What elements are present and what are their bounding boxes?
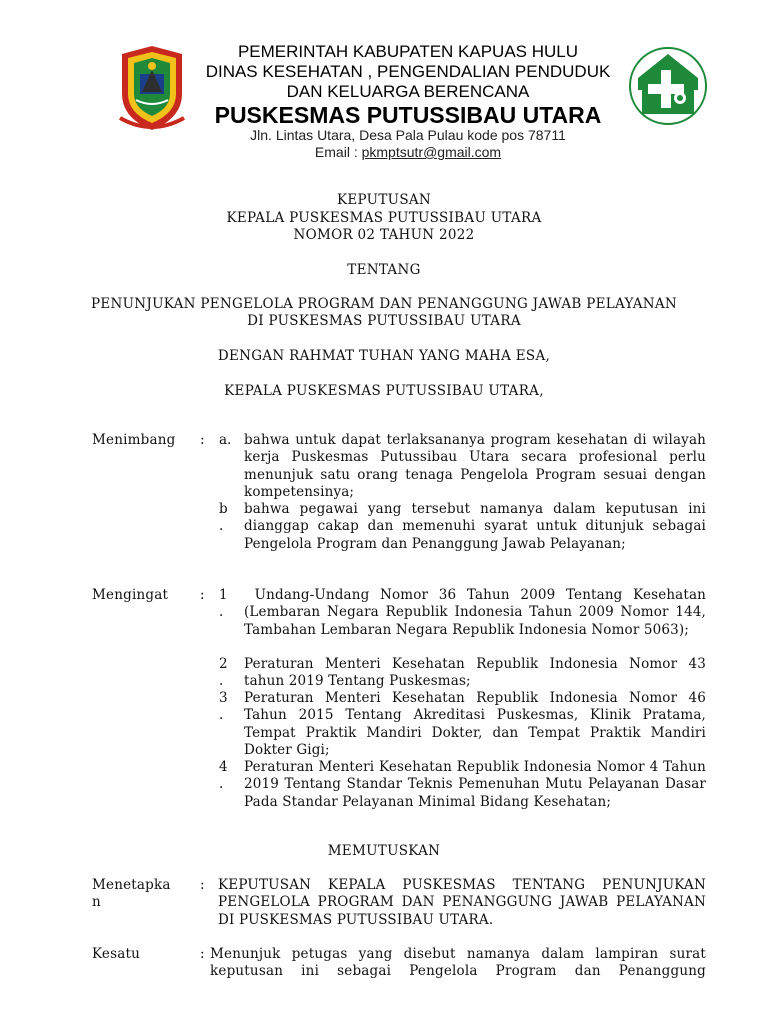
puskesmas-logo-icon: [628, 46, 708, 126]
menimbang-colon: :: [200, 432, 205, 448]
menetapkan-label: Menetapka: [92, 877, 171, 893]
letterhead: [0, 0, 768, 165]
government-name: PEMERINTAH KABUPATEN KAPUAS HULU: [237, 42, 579, 61]
decree-number: NOMOR 02 TAHUN 2022: [293, 227, 475, 243]
agency-name-cont: DAN KELUARGA BERENCANA: [286, 82, 530, 101]
email-label: Email :: [314, 144, 362, 160]
decree-title: KEPUTUSAN: [336, 192, 432, 208]
mengingat-item-4: Peraturan Menteri Kesehatan Republik Indonesia Nomor 4 Tahun 2019 Tentang Standar Teknis Pemenuhan Mutu Pelayanan Dasar Pada Standar Pelayanan Minimal Bidang Kesehatan;: [244, 759, 706, 810]
menetapkan-colon: :: [200, 877, 205, 893]
menimbang-item-a: bahwa untuk dapat terlaksananya program kesehatan di wilayah kerja Puskesmas Putussibau Utara secara profesional perlu menunjuk satu orang tenaga Pengelola Program sesuai dengan kompetensinya;: [244, 432, 706, 500]
about-heading: TENTANG: [347, 262, 421, 278]
kesatu-colon: :: [200, 946, 205, 962]
mengingat-label: Mengingat: [92, 587, 169, 603]
mengingat-marker-2: 2: [219, 656, 228, 672]
official-title: KEPALA PUSKESMAS PUTUSSIBAU UTARA,: [224, 383, 544, 399]
mengingat-item-1: Undang-Undang Nomor 36 Tahun 2009 Tentang Kesehatan (Lembaran Negara Republik Indonesia Tahun 2009 Nomor 144, Tambahan Lembaran Negara Republik Indonesia Nomor 5063);: [244, 587, 711, 638]
menimbang-marker-a: a.: [219, 432, 232, 448]
mengingat-marker-2-dot: .: [219, 673, 224, 689]
menimbang-label: Menimbang: [92, 432, 176, 448]
blessing: DENGAN RAHMAT TUHAN YANG MAHA ESA,: [217, 348, 551, 364]
agency-name: DINAS KESEHATAN , PENGENDALIAN PENDUDUK: [205, 62, 611, 81]
mengingat-item-3: Peraturan Menteri Kesehatan Republik Indonesia Nomor 46 Tahun 2015 Tentang Akreditasi Puskesmas, Klinik Pratama, Tempat Praktik Mandiri Dokter, dan Tempat Praktik Mandiri Dokter Gigi;: [244, 690, 706, 758]
decision-heading: MEMUTUSKAN: [327, 843, 441, 859]
menimbang-marker-b: b: [219, 501, 228, 517]
menimbang-item-b: bahwa pegawai yang tersebut namanya dalam keputusan ini dianggap cakap dan memenuhi syarat untuk ditunjuk sebagai Pengelola Program dan Penanggung Jawab Pelayanan;: [244, 501, 706, 552]
mengingat-marker-4: 4: [219, 759, 228, 775]
mengingat-marker-1: 1: [219, 587, 228, 603]
menetapkan-label-cont: n: [92, 894, 101, 910]
kesatu-label: Kesatu: [92, 946, 141, 962]
mengingat-item-2: Peraturan Menteri Kesehatan Republik Indonesia Nomor 43 tahun 2019 Tentang Puskesmas;: [244, 656, 706, 690]
mengingat-marker-3-dot: .: [219, 707, 224, 723]
mengingat-colon: :: [200, 587, 205, 603]
mengingat-marker-1-dot: .: [219, 604, 224, 620]
menetapkan-text: KEPUTUSAN KEPALA PUSKESMAS TENTANG PENUNJUKAN PENGELOLA PROGRAM DAN PENANGGUNG JAWAB PELAYANAN DI PUSKESMAS PUTUSSIBAU UTARA.: [218, 877, 706, 928]
regency-emblem-icon: [116, 44, 188, 132]
kesatu-text: Menunjuk petugas yang disebut namanya dalam lampiran surat keputusan ini sebagai Pengelola Program dan Penanggung: [210, 946, 706, 980]
mengingat-marker-3: 3: [219, 690, 228, 706]
address: Jln. Lintas Utara, Desa Pala Pulau kode pos 78711: [250, 127, 566, 143]
email-link[interactable]: pkmptsutr@gmail.com: [361, 144, 502, 160]
subject-line-1: PENUNJUKAN PENGELOLA PROGRAM DAN PENANGGUNG JAWAB PELAYANAN: [90, 296, 678, 312]
email-line: [188, 144, 628, 161]
decree-issuer: KEPALA PUSKESMAS PUTUSSIBAU UTARA: [226, 210, 542, 226]
menimbang-marker-b-dot: .: [219, 518, 224, 534]
subject-line-2: DI PUSKESMAS PUTUSSIBAU UTARA: [247, 313, 521, 329]
mengingat-marker-4-dot: .: [219, 776, 224, 792]
institution-name: PUSKESMAS PUTUSSIBAU UTARA: [214, 102, 602, 128]
